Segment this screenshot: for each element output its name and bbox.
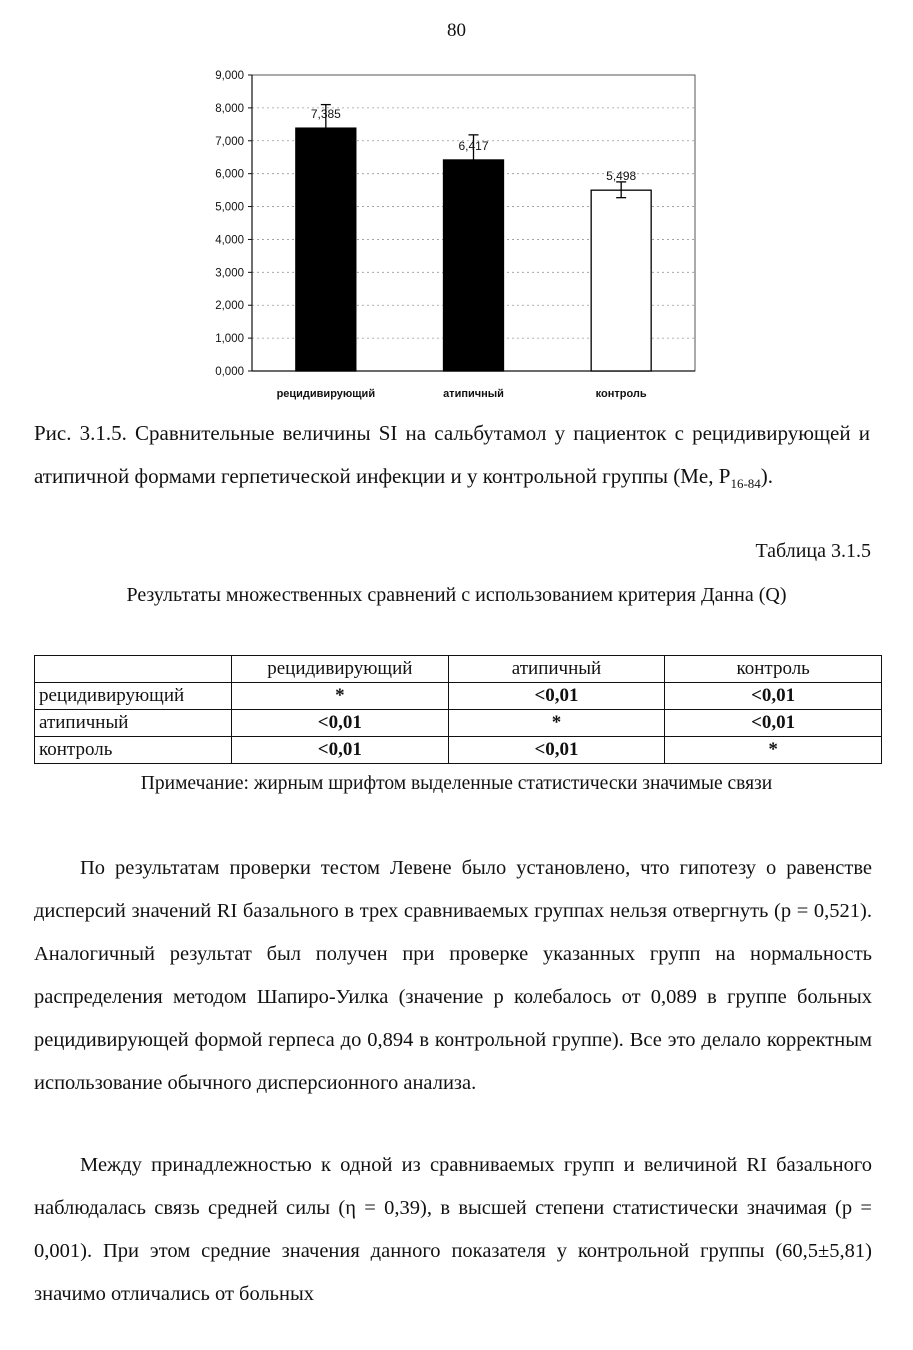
data-label: 6,417 bbox=[458, 138, 489, 153]
y-tick-label: 5,000 bbox=[215, 201, 244, 214]
table-header-row bbox=[35, 656, 882, 683]
table-title: Результаты множественных сравнений с использованием критерия Данна (Q) bbox=[126, 584, 787, 606]
comparison-table bbox=[34, 655, 882, 764]
figure-caption bbox=[34, 412, 870, 505]
data-label: 7,385 bbox=[310, 107, 341, 122]
table-row-label: рецидивирующий bbox=[35, 683, 232, 710]
y-tick-label: 1,000 bbox=[215, 333, 244, 346]
table-row-label: атипичный bbox=[35, 710, 232, 737]
table-label: Таблица 3.1.5 bbox=[755, 540, 871, 562]
table-cell: <0,01 bbox=[448, 683, 665, 710]
page-number: 80 bbox=[447, 20, 466, 41]
figure-caption-tail: ). bbox=[760, 464, 774, 488]
table-cell: * bbox=[232, 683, 449, 710]
table-cell: <0,01 bbox=[448, 737, 665, 764]
table-header-cell: атипичный bbox=[448, 656, 665, 683]
y-tick-label: 6,000 bbox=[215, 168, 244, 181]
table-note: Примечание: жирным шрифтом выделенные статистически значимые связи bbox=[140, 773, 773, 794]
table-cell: <0,01 bbox=[232, 710, 449, 737]
table-cell: * bbox=[665, 737, 882, 764]
y-tick-label: 7,000 bbox=[215, 135, 244, 148]
y-tick-label: 2,000 bbox=[215, 300, 244, 313]
bar-chart bbox=[190, 58, 710, 403]
table-row bbox=[35, 737, 882, 764]
x-tick-label: рецидивирующий bbox=[276, 388, 376, 400]
bar bbox=[444, 160, 504, 371]
bar bbox=[591, 190, 651, 371]
table-cell: * bbox=[448, 710, 665, 737]
y-tick-label: 9,000 bbox=[215, 70, 244, 82]
table-row bbox=[35, 710, 882, 737]
body-paragraph: По результатам проверки тестом Левене было установлено, что гипотезу о равенстве дисперсий значений RI базального в трех сравниваемых группах нельзя отвергнуть (p = 0,521). Аналогичный результат был получен при проверке указанных групп на нормальность распределения методом Шапиро-Уилка (значение p колебалось от 0,089 в группе больных рецидивирующей формой герпеса до 0,894 в контрольной группе). Все это делало корректным использование обычного дисперсионного анализа. bbox=[34, 857, 872, 1094]
bar bbox=[296, 128, 356, 371]
table-cell: <0,01 bbox=[232, 737, 449, 764]
y-tick-label: 8,000 bbox=[215, 102, 244, 115]
y-tick-label: 3,000 bbox=[215, 267, 244, 280]
y-tick-label: 4,000 bbox=[215, 234, 244, 247]
table-header-cell: рецидивирующий bbox=[232, 656, 449, 683]
table-row bbox=[35, 683, 882, 710]
table-header-cell bbox=[35, 656, 232, 683]
table-header-cell: контроль bbox=[665, 656, 882, 683]
y-tick-label: 0,000 bbox=[215, 366, 244, 378]
body-paragraph: Между принадлежностью к одной из сравниваемых групп и величиной RI базального наблюдалась связь средней силы (η = 0,39), в высшей степени статистически значимая (p = 0,001). При этом средние значения данного показателя у контрольной группы (60,5±5,81) значимо отличались от больных bbox=[34, 1154, 872, 1305]
table-cell: <0,01 bbox=[665, 710, 882, 737]
x-tick-label: атипичный bbox=[443, 388, 504, 400]
table-row-label: контроль bbox=[35, 737, 232, 764]
figure-caption-text: Рис. 3.1.5. Сравнительные величины SI на сальбутамол у пациенток с рецидивирующей и атипичной формами герпетической инфекции и у контрольной группы (Me, P bbox=[34, 421, 870, 488]
x-tick-label: контроль bbox=[595, 388, 647, 400]
figure-caption-subscript: 16-84 bbox=[730, 476, 761, 492]
table-cell: <0,01 bbox=[665, 683, 882, 710]
data-label: 5,498 bbox=[606, 169, 637, 184]
